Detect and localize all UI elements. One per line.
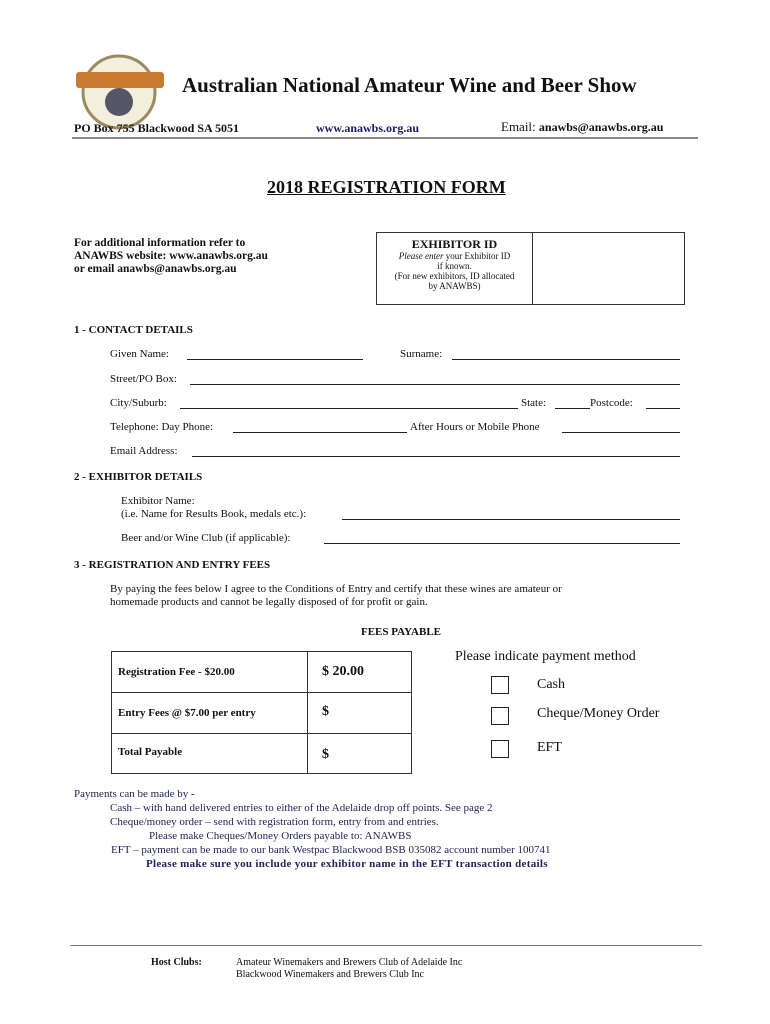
- fees-payable-title: FEES PAYABLE: [361, 626, 441, 638]
- header-divider: [72, 137, 698, 139]
- payments-cash: Cash – with hand delivered entries to either of the Adelaide drop off points. See page 2: [110, 802, 493, 814]
- postcode-label: Postcode:: [590, 397, 633, 409]
- fees-terms: homemade products and cannot be legally disposed of for profit or gain.: [110, 596, 428, 608]
- payments-payable: Please make Cheques/Money Orders payable to: ANAWBS: [149, 830, 412, 842]
- eft-checkbox[interactable]: [491, 740, 509, 758]
- surname-label: Surname:: [400, 348, 443, 360]
- info-line: ANAWBS website: www.anawbs.org.au: [74, 250, 268, 262]
- host-club: Amateur Winemakers and Brewers Club of Adelaide Inc: [236, 957, 463, 968]
- given-name-field[interactable]: [187, 359, 363, 360]
- email-label: Email:: [501, 119, 536, 134]
- club-field[interactable]: [324, 543, 680, 544]
- form-title: 2018 REGISTRATION FORM: [267, 177, 506, 197]
- divider: [112, 692, 411, 693]
- given-name-label: Given Name:: [110, 348, 169, 360]
- mobile-phone-field[interactable]: [562, 432, 680, 433]
- email-row: [501, 119, 663, 135]
- info-text: [74, 237, 268, 276]
- info-line: or email anawbs@anawbs.org.au: [74, 263, 237, 275]
- state-field[interactable]: [555, 408, 590, 409]
- email-address-field[interactable]: [192, 456, 680, 457]
- instruction: if known.: [437, 261, 472, 271]
- exhibitor-id-title: EXHIBITOR ID: [411, 237, 498, 251]
- day-phone-label: Telephone: Day Phone:: [110, 421, 214, 433]
- divider: [307, 652, 308, 773]
- show-title: Australian National Amateur Wine and Beer Show: [182, 73, 637, 97]
- mobile-phone-label: After Hours or Mobile Phone: [410, 421, 540, 433]
- fee-label: Registration Fee - $20.00: [118, 666, 235, 678]
- payments-cheque: Cheque/money order – send with registration form, entry from and entries.: [110, 816, 439, 828]
- exhibitor-id-label: [377, 237, 532, 291]
- instruction: (For new exhibitors, ID allocated: [394, 271, 515, 281]
- postcode-field[interactable]: [646, 408, 680, 409]
- day-phone-field[interactable]: [233, 432, 407, 433]
- divider: [112, 733, 411, 734]
- email-link[interactable]: anawbs@anawbs.org.au: [538, 120, 664, 134]
- instruction: by ANAWBS): [428, 281, 481, 291]
- street-field[interactable]: [190, 384, 680, 385]
- exhibitor-id-input[interactable]: [533, 233, 683, 304]
- street-label: Street/PO Box:: [110, 373, 177, 385]
- payment-method-title: Please indicate payment method: [455, 649, 636, 664]
- fees-terms: By paying the fees below I agree to the Conditions of Entry and certify that these wines are amateur or: [110, 583, 562, 595]
- info-line: For additional information refer to: [74, 237, 246, 249]
- fee-label: Total Payable: [118, 746, 183, 758]
- fee-value[interactable]: $: [322, 704, 329, 719]
- surname-field[interactable]: [452, 359, 680, 360]
- eft-label: EFT: [537, 740, 562, 755]
- cash-checkbox[interactable]: [491, 676, 509, 694]
- fees-table: [111, 651, 412, 774]
- fee-value[interactable]: $ 20.00: [322, 664, 364, 679]
- host-club: Blackwood Winemakers and Brewers Club Inc: [236, 969, 424, 980]
- city-field[interactable]: [180, 408, 518, 409]
- cheque-checkbox[interactable]: [491, 707, 509, 725]
- exhibitor-name-field[interactable]: [342, 519, 680, 520]
- city-label: City/Suburb:: [110, 397, 167, 409]
- payments-note: Please make sure you include your exhibitor name in the EFT transaction details: [146, 858, 548, 870]
- fee-label: Entry Fees @ $7.00 per entry: [118, 707, 256, 719]
- po-box: PO Box 755 Blackwood SA 5051: [74, 121, 240, 135]
- email-address-label: Email Address:: [110, 445, 178, 457]
- fee-value[interactable]: $: [322, 747, 329, 762]
- exhibitor-heading: 2 - EXHIBITOR DETAILS: [74, 471, 203, 483]
- footer-divider: [70, 945, 702, 946]
- cheque-label: Cheque/Money Order: [537, 706, 660, 721]
- exhibitor-name-hint: (i.e. Name for Results Book, medals etc.):: [121, 508, 307, 520]
- fees-heading: 3 - REGISTRATION AND ENTRY FEES: [74, 559, 271, 571]
- exhibitor-name-label: Exhibitor Name:: [121, 495, 195, 507]
- payments-eft: EFT – payment can be made to our bank Westpac Blackwood BSB 035082 account number 100741: [111, 844, 551, 856]
- website-link[interactable]: www.anawbs.org.au: [316, 121, 420, 135]
- instruction-em: Please enter: [398, 251, 444, 261]
- contact-heading: 1 - CONTACT DETAILS: [74, 324, 193, 336]
- cash-label: Cash: [537, 677, 565, 692]
- show-logo: [72, 52, 172, 132]
- host-clubs-label: Host Clubs:: [151, 957, 202, 968]
- instruction: your Exhibitor ID: [443, 251, 511, 261]
- state-label: State:: [521, 397, 547, 409]
- club-label: Beer and/or Wine Club (if applicable):: [121, 532, 291, 544]
- exhibitor-id-box: [376, 232, 685, 305]
- payments-intro: Payments can be made by -: [74, 788, 195, 800]
